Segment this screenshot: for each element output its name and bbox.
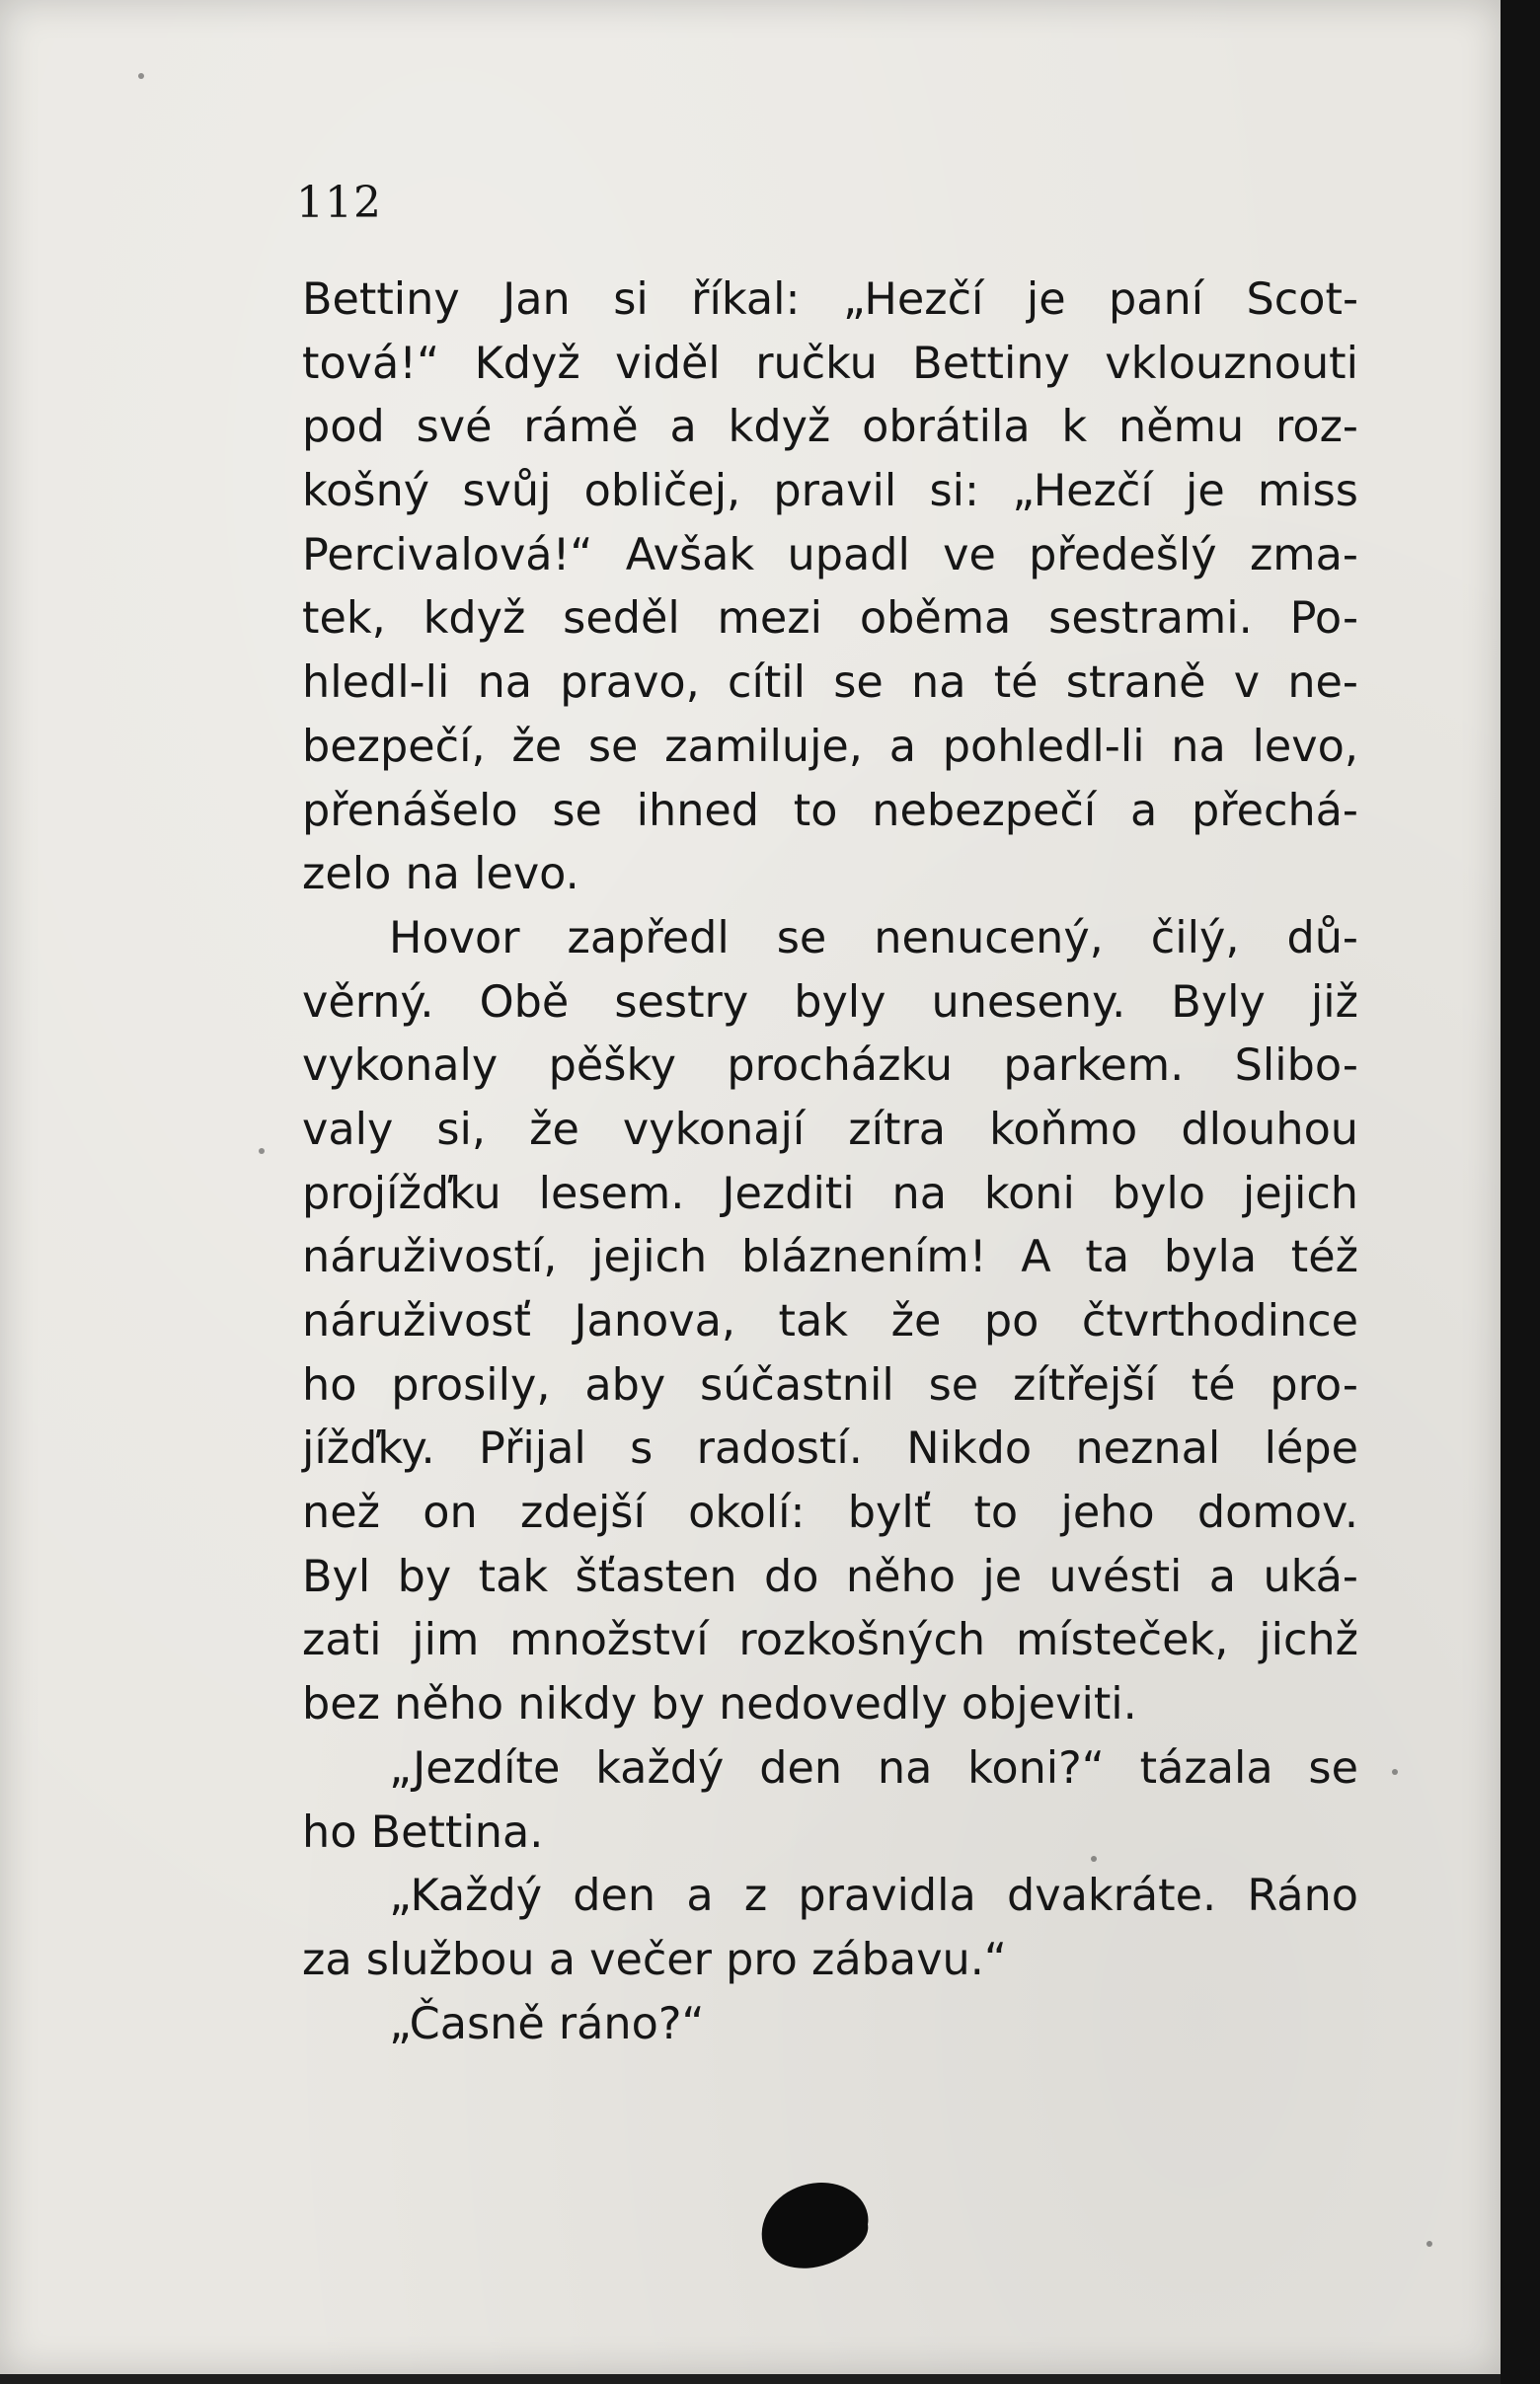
text-line: náruživosť Janova, tak že po čtvrthodince: [302, 1296, 1358, 1346]
text-line: valy si, že vykonají zítra koňmo dlouhou: [302, 1104, 1358, 1155]
text-line: jížďky. Přijal s radostí. Nikdo neznal lépe: [302, 1423, 1358, 1475]
paper-speck: [138, 73, 144, 79]
text-line: ho Bettina.: [302, 1807, 544, 1858]
text-line: košný svůj obličej, pravil si: „Hezčí je miss: [302, 466, 1358, 517]
text-line: bez něho nikdy by nedovedly objeviti.: [302, 1679, 1137, 1730]
text-line: projížďku lesem. Jezditi na koni bylo jejich: [302, 1168, 1358, 1219]
text-line: pod své rámě a když obrátila k němu roz-: [302, 402, 1358, 453]
text-line: hledl-li na pravo, cítil se na té straně v ne-: [302, 657, 1358, 709]
text-line: „Jezdíte každý den na koni?“ tázala se: [389, 1742, 1358, 1794]
text-line: tová!“ Když viděl ručku Bettiny vklouznouti: [302, 338, 1358, 389]
scan-border: [1501, 0, 1540, 2384]
text-line: Percivalová!“ Avšak upadl ve předešlý zma-: [302, 529, 1358, 580]
text-line: náruživostí, jejich bláznením! A ta byla též: [302, 1232, 1358, 1283]
text-line: zati jim množství rozkošných místeček, jichž: [302, 1615, 1358, 1666]
text-line: Byl by tak šťasten do něho je uvésti a uká-: [302, 1551, 1358, 1602]
text-line: přenášelo se ihned to nebezpečí a přechá-: [302, 785, 1358, 836]
body-text: [302, 269, 1358, 2056]
paper-speck: [1091, 1856, 1097, 1862]
text-line: za službou a večer pro zábavu.“: [302, 1934, 1007, 1985]
text-line: ho prosily, aby súčastnil se zítřejší té pro-: [302, 1359, 1358, 1411]
text-line: vykonaly pěšky procházku parkem. Slibo-: [302, 1040, 1358, 1092]
text-line: bezpečí, že se zamiluje, a pohledl-li na levo,: [302, 721, 1358, 772]
text-line: než on zdejší okolí: bylť to jeho domov.: [302, 1488, 1358, 1539]
text-line: „Každý den a z pravidla dvakráte. Ráno: [389, 1871, 1358, 1922]
text-line: „Časně ráno?“: [389, 1998, 705, 2049]
paper-speck: [1392, 1769, 1398, 1775]
page-number: 112: [296, 178, 382, 228]
text-line: věrný. Obě sestry byly uneseny. Byly již: [302, 976, 1358, 1028]
text-line: Bettiny Jan si říkal: „Hezčí je paní Scot-: [302, 274, 1358, 325]
text-line: Hovor zapředl se nenucený, čilý, dů-: [389, 912, 1358, 963]
paper-speck: [259, 1148, 265, 1154]
text-line: tek, když seděl mezi oběma sestrami. Po-: [302, 593, 1358, 645]
text-line: zelo na levo.: [302, 849, 579, 900]
ink-blot: [752, 2173, 876, 2276]
paper-speck: [1426, 2241, 1432, 2247]
